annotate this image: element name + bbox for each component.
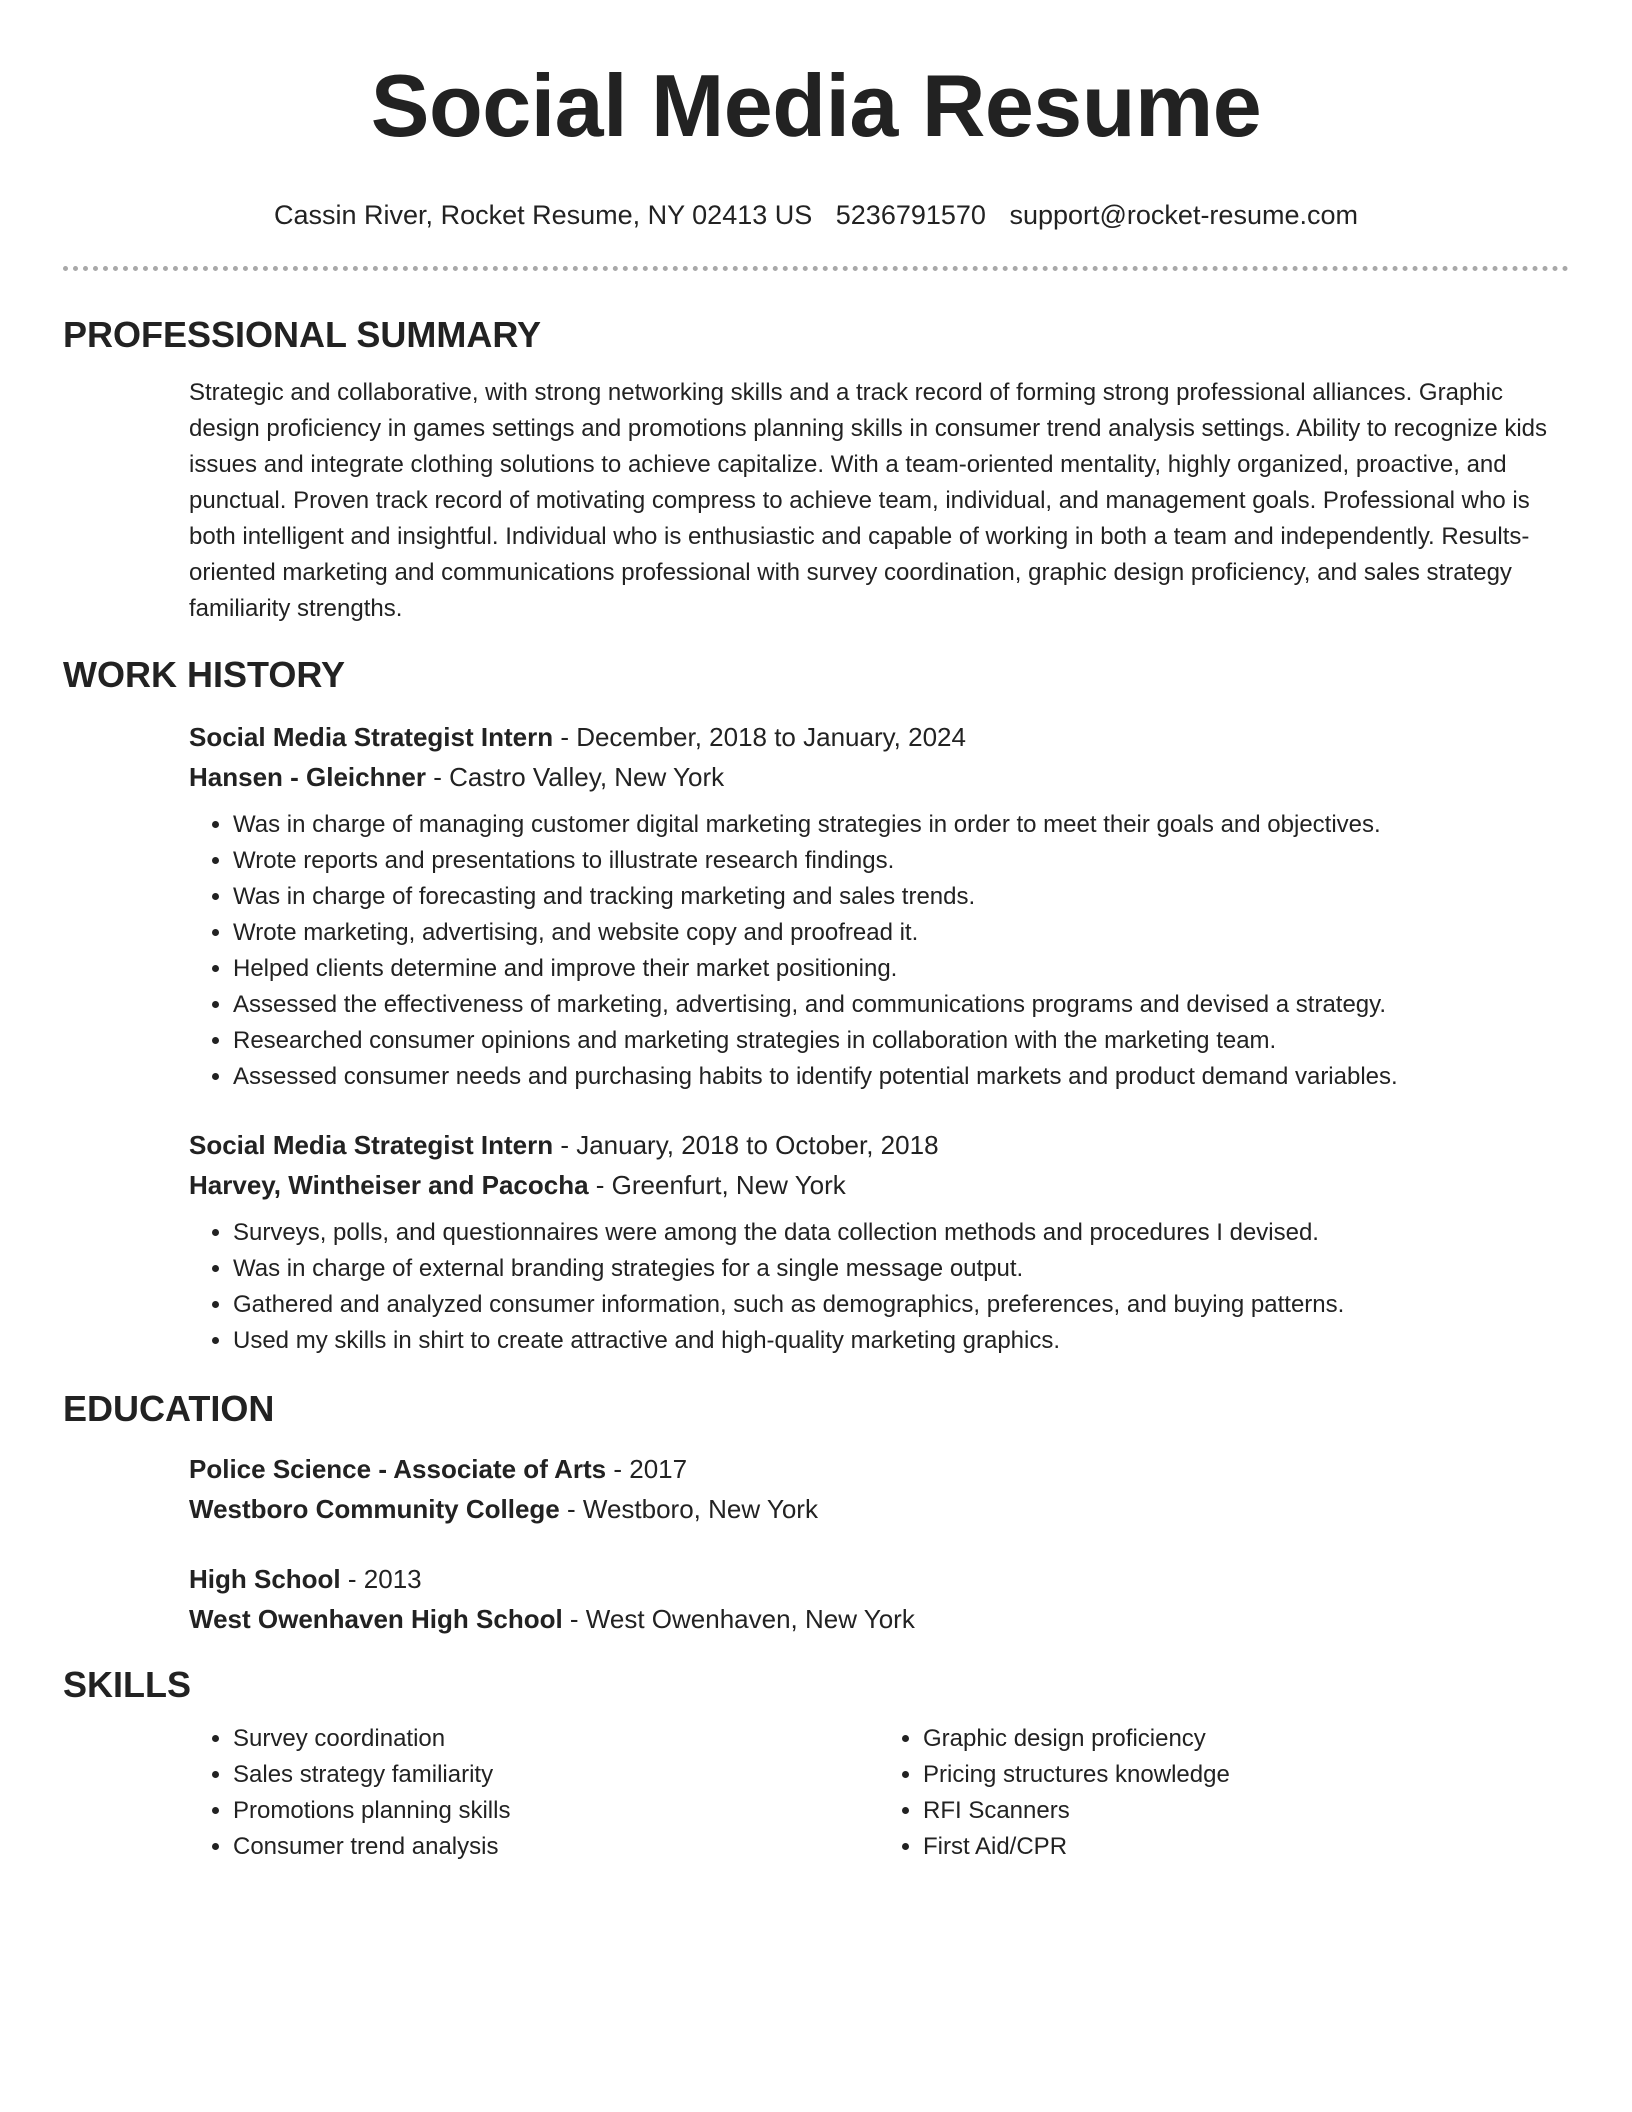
skill-item: • Survey coordination — [233, 1721, 879, 1757]
skills-heading: SKILLS — [63, 1664, 192, 1705]
education-school: Westboro Community College — [189, 1494, 560, 1524]
job-company: Harvey, Wintheiser and Pacocha — [189, 1170, 589, 1200]
job-role: Social Media Strategist Intern — [189, 1130, 554, 1160]
education-year: - 2017 — [606, 1454, 688, 1484]
job-title-line — [189, 1125, 1569, 1165]
job-bullet: • Helped clients determine and improve their market positioning. — [233, 951, 1569, 987]
job-bullet: • Researched consumer opinions and marketing strategies in collaboration with the marketing team. — [233, 1023, 1569, 1059]
job-bullet: • Was in charge of forecasting and tracking marketing and sales trends. — [233, 879, 1569, 915]
education-entry — [189, 1449, 1569, 1529]
contact-email: support@rocket-resume.com — [1009, 200, 1358, 230]
skill-item: • Graphic design proficiency — [923, 1721, 1569, 1757]
education-year: - 2013 — [340, 1564, 422, 1594]
job-title-line — [189, 717, 1569, 757]
skill-item: • Sales strategy familiarity — [233, 1757, 879, 1793]
job-dates: - December, 2018 to January, 2024 — [553, 722, 966, 752]
education-school-line — [189, 1489, 1569, 1529]
job-bullet: • Wrote reports and presentations to illustrate research findings. — [233, 843, 1569, 879]
job-bullet: • Assessed the effectiveness of marketing, advertising, and communications programs and devised a strategy. — [233, 987, 1569, 1023]
education-school-line — [189, 1599, 1569, 1639]
job-bullet: • Used my skills in shirt to create attractive and high-quality marketing graphics. — [233, 1323, 1569, 1359]
job-role: Social Media Strategist Intern — [189, 722, 554, 752]
job-bullet: • Was in charge of external branding strategies for a single message output. — [233, 1251, 1569, 1287]
job-bullet: • Surveys, polls, and questionnaires were among the data collection methods and procedures I devised. — [233, 1215, 1569, 1251]
job-bullets — [189, 1215, 1569, 1359]
job-bullets — [189, 807, 1569, 1095]
resume-name: Social Media Resume — [370, 56, 1262, 155]
skill-item: • RFI Scanners — [923, 1793, 1569, 1829]
skills-column-left — [189, 1721, 879, 1865]
education-degree-line — [189, 1449, 1569, 1489]
job-location: - Greenfurt, New York — [588, 1170, 846, 1200]
header-divider — [63, 266, 1569, 271]
education-school: West Owenhaven High School — [189, 1604, 563, 1634]
skill-item: • Pricing structures knowledge — [923, 1757, 1569, 1793]
skill-item: • First Aid/CPR — [923, 1829, 1569, 1865]
summary-text: Strategic and collaborative, with strong networking skills and a track record of forming strong professional alliances. Graphic design proficiency in games settings and promotions planning skills in consumer trend analysis settings. Ability to recognize kids issues and integrate clothing solutions to achieve capitalize. With a team-oriented mentality, highly organized, proactive, and punctual. Proven track record of motivating compress to achieve team, individual, and management goals. Professional who is both intelligent and insightful. Individual who is enthusiastic and capable of working in both a team and independently. Results-oriented marketing and communications professional with survey coordination, graphic design proficiency, and sales strategy familiarity strengths. — [189, 379, 1548, 622]
summary-heading: PROFESSIONAL SUMMARY — [63, 314, 542, 355]
skill-item: • Promotions planning skills — [233, 1793, 879, 1829]
job-company-line — [189, 1165, 1569, 1205]
job-bullet: • Was in charge of managing customer digital marketing strategies in order to meet their goals and objectives. — [233, 807, 1569, 843]
education-degree: High School — [189, 1564, 341, 1594]
education-degree-line — [189, 1559, 1569, 1599]
education-heading: EDUCATION — [63, 1388, 275, 1429]
contact-line — [63, 198, 1569, 232]
job-company: Hansen - Gleichner — [189, 762, 426, 792]
contact-phone: 5236791570 — [835, 200, 986, 230]
skill-item: • Consumer trend analysis — [233, 1829, 879, 1865]
work-history-heading: WORK HISTORY — [63, 654, 346, 695]
education-entry — [189, 1559, 1569, 1639]
job-entry — [189, 717, 1569, 1095]
job-dates: - January, 2018 to October, 2018 — [553, 1130, 939, 1160]
skills-list — [189, 1721, 1569, 1865]
job-entry — [189, 1125, 1569, 1359]
education-degree: Police Science - Associate of Arts — [189, 1454, 607, 1484]
job-bullet: • Assessed consumer needs and purchasing habits to identify potential markets and product demand variables. — [233, 1059, 1569, 1095]
education-location: - Westboro, New York — [559, 1494, 818, 1524]
job-bullet: • Gathered and analyzed consumer information, such as demographics, preferences, and buying patterns. — [233, 1287, 1569, 1323]
education-location: - West Owenhaven, New York — [562, 1604, 915, 1634]
job-bullet: • Wrote marketing, advertising, and website copy and proofread it. — [233, 915, 1569, 951]
contact-address: Cassin River, Rocket Resume, NY 02413 US — [274, 200, 813, 230]
job-company-line — [189, 757, 1569, 797]
skills-column-right — [879, 1721, 1569, 1865]
job-location: - Castro Valley, New York — [425, 762, 725, 792]
